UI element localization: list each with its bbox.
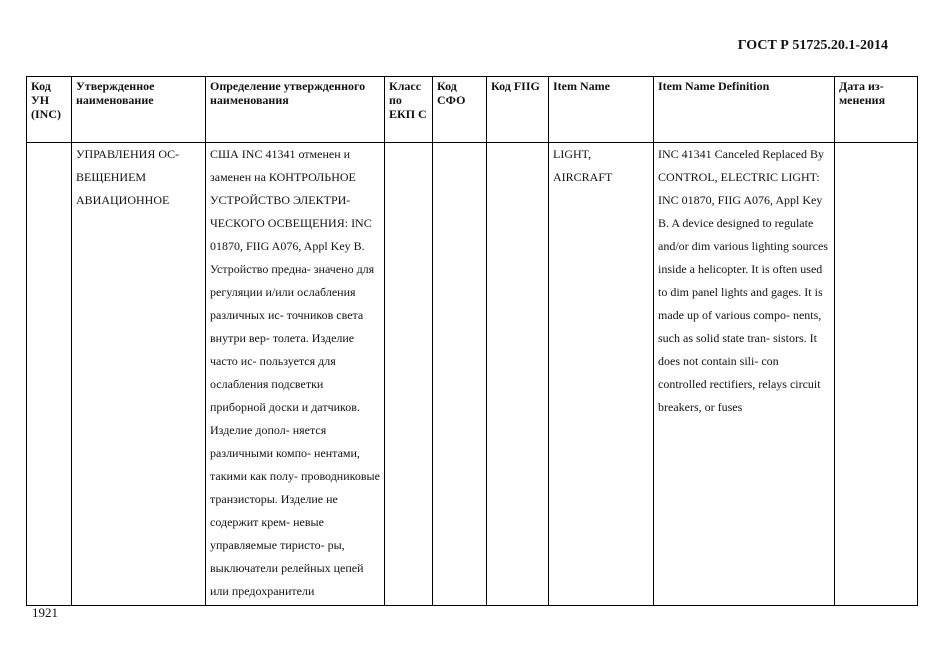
table-row xyxy=(27,143,918,606)
header-fiig-code: Код FIIG xyxy=(487,77,549,143)
header-approved-name: Утвержденное наименование xyxy=(72,77,206,143)
cell-sfo-code xyxy=(433,143,487,606)
cell-change-date xyxy=(835,143,918,606)
cell-item-name-definition: INC 41341 Canceled Replaced By CONTROL, ELECTRIC LIGHT: INC 01870, FIIG A076, Appl Key B. A device designed to regulate and/or dim various lighting sources inside a helicopter. It is often used to dim panel lights and gages. It is made up of various compo- nents, such as solid state tran- sistors. It does not contain sili- con controlled rectifiers, relays circuit breakers, or fuses xyxy=(654,143,835,606)
header-change-date: Дата из- менения xyxy=(835,77,918,143)
header-sfo-code: Код СФО xyxy=(433,77,487,143)
cell-code-un xyxy=(27,143,72,606)
table-header-row xyxy=(27,77,918,143)
header-item-name: Item Name xyxy=(549,77,654,143)
cell-approved-name: УПРАВЛЕНИЯ ОС- ВЕЩЕНИЕМ АВИАЦИОННОЕ xyxy=(72,143,206,606)
standard-number: ГОСТ Р 51725.20.1-2014 xyxy=(737,38,888,53)
header-ekps-class: Класс по ЕКП С xyxy=(385,77,433,143)
cell-item-name: LIGHT, AIRCRAFT xyxy=(549,143,654,606)
page-number: 1921 xyxy=(32,605,58,620)
header-item-name-definition: Item Name Definition xyxy=(654,77,835,143)
nomenclature-table xyxy=(26,76,918,606)
cell-fiig-code xyxy=(487,143,549,606)
cell-definition: США INC 41341 отменен и заменен на КОНТРОЛЬНОЕ УСТРОЙСТВО ЭЛЕКТРИ- ЧЕСКОГО ОСВЕЩЕНИЯ: INC 01870, FIIG A076, Appl Key B. Устройство предна- значено для регуляции и/или ослабления различных ис- точников света внутри вер- толета. Изделие часто ис- пользуется для ослабления подсветки приборной доски и датчиков. Изделие допол- няется различными компо- нентами, такими как полу- проводниковые транзисторы. Изделие не содержит крем- невые управляемые тиристо- ры, выключатели релейных цепей или предохранители xyxy=(206,143,385,606)
cell-ekps-class xyxy=(385,143,433,606)
header-definition: Определение утвержденного наименования xyxy=(206,77,385,143)
header-code-un: Код УН (INC) xyxy=(27,77,72,143)
